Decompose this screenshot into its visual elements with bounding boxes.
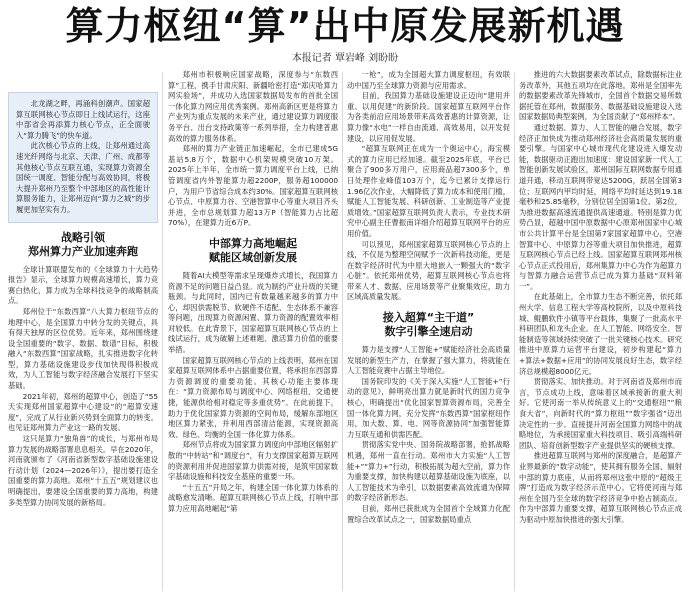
column-4 [519, 70, 682, 597]
body-paragraph: 可以预见，郑州国家超算互联网核心节点的上线，不仅是为整理空间赋予一次新科技动能，更是在数字经济时代为中原大地嵌入一颗强大的“数字心脏”。依托郑州优势，超算互联网核心节点也将带来人才、数据、应用场景等产业聚集效应，助力区域高质量发展。 [347, 239, 510, 302]
section-heading-line: 接入超算“主干道” [382, 311, 475, 325]
section-2-heading [168, 237, 338, 265]
body-paragraph: 郑州市积极响应国家战略，深度参与“东数西算”工程，携手甘肃庆阳、新疆哈密打造“郑庆哈算力网实验场”，并成功入选国家数据局发布的首批全国一体化算力网应用优秀案例。郑州高新区更是将算力产业列为重点发展的未来产业，通过建设算力调度服务平台、出台支持政策等一系列举措，全力构建普惠高效的算力服务体系。 [168, 70, 338, 143]
body-paragraph: 目前，我国算力基础设施建设正迈向“建用并重、以用促建”的新阶段。国家超算互联网平台作为各类前沿应用场景带来高效普惠的计算资源，让算力像“水电”一样自由流通、高效易用，以开发促建设，以应用促发展。 [347, 91, 510, 143]
column-rule [514, 72, 515, 591]
section-heading-line: 战略引领 [61, 230, 105, 244]
body-paragraph: 这只是算力“独角兽”的成长，与郑州布局算力发展的战略部署息息相关。早在2020年，河南就颁布了《河南省新型数字基础设施建设行动计划（2024—2026年）》，提出要打造全国重要的算力高地。郑州“十五五”规划建议也明确提出，要建设全国重要的算力高地，构建多类型算力协同发展的新格局。 [8, 434, 158, 507]
body-paragraph: 郑州位于“东数西算”八大算力枢纽节点的地理中心，是全国算力中转分发的关键点，具有得天独厚的区位优势。近年来，郑州围绕建设全国重要的“数字、数据、数谱”目标，积极融入“东数西算”国家战略，扎实推进数字化转型，算力基础设施建设步伐加快现得积极成效，为人工智能与数字经济融合发展打下坚实基础。 [8, 306, 158, 391]
column-3 [347, 70, 510, 597]
body-paragraph: 推进超算互联网与郑州的深度融合，是超算产业界最新的“数字动能”，使其拥有服务全国、辐射中部的算力底座，从而将郑州这张中原的“超级王牌”打造成为数字经济示范中心。它将使河南与郑州在全国乃至全球的数字经济竞争中抢占制高点。作为中部算力重要支撑，超算互联网核心节点正成为驱动中原加快推进的强大引擎。 [519, 451, 682, 524]
body-paragraph: 一枪”，成为全国超大算力调度枢纽，有效联动中国乃至全球算力资源与应用需求。 [347, 70, 510, 90]
lead-paragraph: 此次核心节点的上线，让郑州通过高速光纤网络与北京、天津、广州、成都等其他核心节点互联互通，实现算力资源全国统一调度、智能分配与高效协同，将极大提升郑州乃至整个中部地区的高性能计算服务能力，让郑州迈向“算力之城”的步履更加坚实有力。 [16, 141, 150, 214]
body-paragraph: 国务院印发的《关于深入实施“人工智能+”行动的意见》，鲜明亮出算力就是新时代的国力竞争核心，明确提出“优化国家智算资源布局，完善全国一体化算力网，充分发挥“东数西算”国家枢纽作用，加大数、算、电、网等资源协同”加强智能算力互联互通和供需匹配。 [347, 376, 510, 439]
body-paragraph: “十五五”开局之年，构建全国一体化算力体系的战略愈发清晰。超算互联网核心节点上线，打响中部算力应用高地崛起“第 [168, 482, 338, 513]
body-paragraph: 随着AI大模型等需求呈现爆炸式增长，我国算力资源不足的问题日益凸显。成为制约产业升级的关键瓶颈。与此同时，国内已有数量越来越多的算力中心，却因供需脱节、软硬件不适配、生态体系不兼容等问题，出现算力资源闲置、算力资源的配置效率相对较低。在此背景下，国家超算互联网核心节点的上线试运行，成为破解上述难题、激活算力价值的重要举措。 [168, 270, 338, 355]
column-rule [162, 72, 163, 591]
section-heading-line: 数字引擎全速启动 [384, 325, 473, 339]
body-paragraph: 通过数据、算力、人工智能的融合发展，数字经济正加快成为推动郑州经济社会高质量发展的重要引擎。与国家中心城市现代化建设进入爆发动能，数据驱动正跑出加速度：建设国家新一代人工智能创新发展试验区，郑州国际互联网数据专用通道开通，移动互联网带宽达5200G，跃居全国第3位；互联网内甲均时延，网络平均时延达到19.18毫秒和25.85毫秒，分别位居全国第1位、第2位，为推进数据高速流通提供高速通道。特别是算力优势凸显，超越中国中原数据中心原郑州国家中心城市公共计算平台是全国第7家国家超算中心，空港智算中心、中原算力谷等重大项目加快推进，超算互联网核心节点已经上线。国家超算互联网郑州核心节点正式投用后，郑州集算力中心为作为超算力与智算力融合运营节点已成为算力基础“双料第一”。 [519, 122, 682, 291]
lead-paragraph: 北龙湖之畔，再涌科创潮声。国家超算互联网核心节点即日上线试运行，这座中部省会再添算力核心节点，正全面驶入“算力腾飞”的快车道。 [16, 99, 150, 140]
section-heading-line: 郑州算力产业加速奔跑 [28, 244, 138, 258]
body-paragraph: “超算互联网正在成为一个奥运中心，海宝模式的算力应用已经加速。截至2025年底，平台已聚合了900多万用户，应用商品超7300多个，单日处理作业峰值103万个，迄今已累计支撑运行1.96亿次作业，大幅降低了算力成本和使用门槛，赋能人工智能发展、科研创新、工业制造等产业提质增效。”国家超算互联网负责人表示，专业技术研究中心副主任曹振南详细介绍超算互联网平台的应用价值。 [347, 144, 510, 238]
body-paragraph: 推进的六大数据要素改革试点，除数据标注业务改革外，其他五项均在此落地。郑州是全国率先的数据要素改革先锋城市，全国首个数据交易所数据托管在郑州，数据服务、数据基础设施建设入选国家数据局典型案例，为全国贡献了“郑州样本”。 [519, 70, 682, 122]
section-1-heading [8, 231, 158, 259]
body-paragraph: 郑州节点将成为国家算力调度向中部地区辐射扩散的“中转站”和“调度台”，有力支撑国家超算互联网的资源利用并促进国家算力供需对接，是筑牢国家数字基础设施和科技安全基座的重要一环。 [168, 440, 338, 482]
body-paragraph: 全球计算联盟发布的《全球算力十大趋势报告》显示，全球算力规模高速增长，算力竞赛白热化，算力成为全球科技竞争的战略制高点。 [8, 264, 158, 306]
body-paragraph: 算力是支撑“人工智能+”赋能经济社会高质量发展的新型生产力，在掌握了强大算力，将就能在人工智能竞赛中占据主导地位。 [347, 345, 510, 376]
column-1 [8, 70, 158, 597]
body-paragraph: 目前，郑州已获批成为全国首个全域算力化配置综合改革试点之一，国家数据局重点 [347, 503, 510, 524]
lead-box [8, 92, 158, 223]
body-paragraph: 在此基础上，全市算力生态不断完善，依托郑州大学、信息工程大学等高校院所，以及中原科技城、鲲鹏软件小镇等平台载体，集聚了一批高水平科研团队和龙头企业。在人工智能、网络安全、智能制造等领域持续突破了一批关键核心技术。研究推进中原算力运营平台建设，初步构建起“算力+算法+数据+应用”的协同发展良好生态，数字经济总规模超8000亿元。 [519, 292, 682, 376]
body-paragraph: 2021年初，郑州的超算中心，创造了“55天实现郑州国家超算中心建设”的“超算安速度”，完成了从行业新兴势到全面算力的转变。也见证郑州算力产业这一路的发展。 [8, 391, 158, 433]
section-heading-line: 中部算力高地崛起 [209, 236, 297, 250]
body-paragraph: 贯彻落实、加快推动。对于河南省及郑州市而言，节点成功上线，意味着区域承接新的重大利好。它使河南一举从传统意义上的“交通枢纽”“粮食大省”，向新时代的“算力枢纽”“数字强省”迈出决定性的一步。直接提升河南全国算力网络中的战略地位，为承接国家重大科技项目、吸引高端科研团队、培育创新型数字产业提供坚实的硬核支撑。 [519, 377, 682, 450]
headline: 算力枢纽“算”出中原发展新机遇 [65, 4, 625, 48]
body-paragraph: 贯彻落实党中央、国务院战略部署，抢抓战略机遇，郑州一直在行动。郑州市大力实施“人工智能+”“算力+”行动，积极拓展为超大空前，算力作为重要支撑，加快构建以超算基础设施为底座，以人工智能技术为牵引，以数据要素高效流通为保障的数字经济新形态。 [347, 440, 510, 503]
byline: 本报记者 覃岩峰 刘盼盼 [291, 53, 399, 64]
column-2 [168, 70, 338, 597]
section-3-heading [347, 311, 510, 339]
body-paragraph: 郑州的算力产业链正加速崛起，全市已建成5G基站5.8万个，数据中心机架规模突破10万架。2025年上半年，全市统一算力调度平台上线，已纳管调度省内外智能算力超2200P，服务超100000户，为用户节省综合成本约30%。国家超算互联网核心节点、中原算力谷、空港智算中心等重大项目齐头并进，全市总规划算力超13万P（智能算力占比超70%），在建算力近6万P。 [168, 144, 338, 228]
section-heading-line: 赋能区域创新发展 [209, 250, 297, 264]
body-paragraph: 国家超算互联网核心节点的上线表明，郑州在国家超算互联网体系中占据重要位置，将承担东西部算力资源调度的重要功能。其核心功能主要体现在：“算力资源布局与调度中心、网络枢纽，交通便捷，能源供给相对稳定等多重优势”。在此前提下，助力于优化国家算力资源的空间布局，缓解东部地区地区算力紧张，并利用西部清洁能源，实现资源高效、绿色、均衡的全国一体化算力体系。 [168, 355, 338, 439]
column-rule [342, 72, 343, 591]
